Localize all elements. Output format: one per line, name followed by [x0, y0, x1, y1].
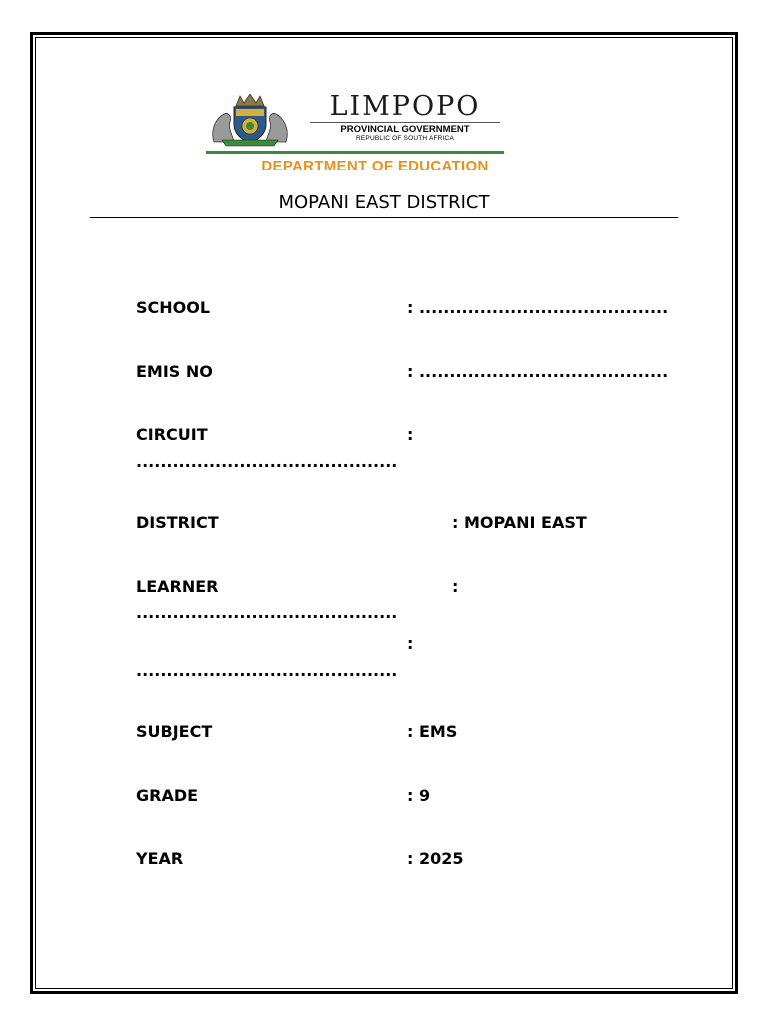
- learner-colon-2: :: [407, 634, 414, 653]
- circuit-colon: :: [407, 425, 414, 444]
- district-label: DISTRICT: [136, 513, 219, 532]
- learner-field-2: ...........................................: [136, 661, 398, 680]
- coat-of-arms-icon: [208, 94, 292, 148]
- school-label: SCHOOL: [136, 298, 211, 317]
- limpopo-education-logo: [206, 92, 504, 174]
- logo-title: LIMPOPO: [329, 91, 481, 122]
- district-value: : MOPANI EAST: [452, 513, 587, 532]
- emis-label: EMIS NO: [136, 362, 213, 381]
- school-field: : .........................................: [407, 298, 669, 317]
- subject-value: : EMS: [407, 722, 458, 741]
- logo-subtitle: PROVINCIAL GOVERNMENT: [340, 124, 470, 135]
- logo-tagline: REPUBLIC OF SOUTH AFRICA: [356, 135, 454, 142]
- logo-department: DEPARTMENT OF EDUCATION: [261, 158, 489, 170]
- district-title: MOPANI EAST DISTRICT: [278, 192, 490, 213]
- logo-divider: [310, 122, 500, 123]
- circuit-label: CIRCUIT: [136, 425, 208, 444]
- emis-field: : .........................................: [407, 362, 669, 381]
- grade-value: : 9: [407, 786, 431, 805]
- grade-label: GRADE: [136, 786, 199, 805]
- year-label: YEAR: [136, 849, 184, 868]
- year-value: : 2025: [407, 849, 464, 868]
- learner-field: ...........................................: [136, 603, 398, 622]
- learner-colon: :: [452, 577, 459, 596]
- header-rule: [90, 217, 678, 218]
- subject-label: SUBJECT: [136, 722, 213, 741]
- circuit-field: ...........................................: [136, 452, 398, 471]
- learner-label: LEARNER: [136, 577, 219, 596]
- logo-green-rule: [206, 151, 504, 154]
